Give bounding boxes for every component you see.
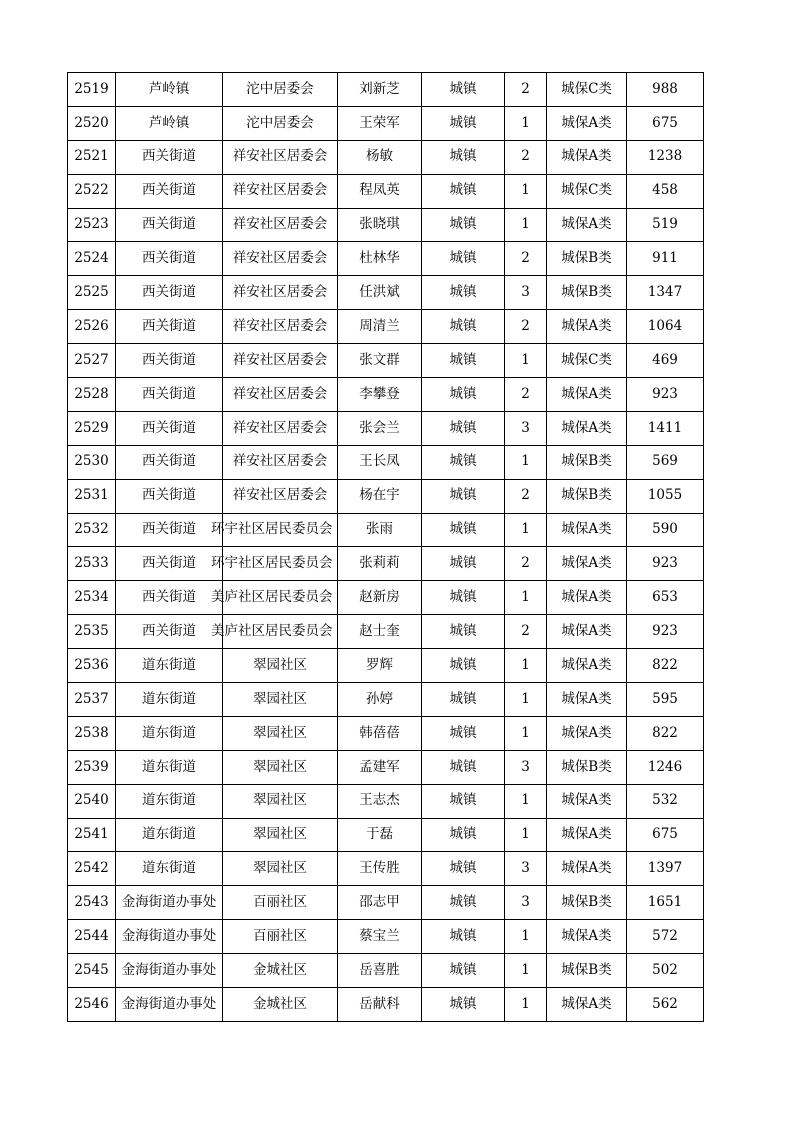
- community-label: 祥安社区居委会: [232, 182, 328, 199]
- community-cell: [223, 479, 338, 513]
- area-type-cell: 城镇: [422, 818, 505, 852]
- row-number-cell: 2536: [68, 649, 116, 683]
- category-cell: 城保A类: [547, 852, 627, 886]
- category-cell: 城保A类: [547, 513, 627, 547]
- community-label: 环宇社区居民委员会: [211, 521, 333, 538]
- category-cell: 城保B类: [547, 479, 627, 513]
- category-cell: 城保A类: [547, 411, 627, 445]
- row-number-cell: 2522: [68, 174, 116, 208]
- household-size-cell: 1: [505, 954, 547, 988]
- town-cell: 道东街道: [116, 750, 223, 784]
- town-cell: 西关街道: [116, 344, 223, 378]
- name-cell: 赵士奎: [338, 615, 422, 649]
- community-cell: [223, 378, 338, 412]
- household-size-cell: 1: [505, 344, 547, 378]
- community-cell: [223, 445, 338, 479]
- household-size-cell: 3: [505, 411, 547, 445]
- town-cell: 道东街道: [116, 716, 223, 750]
- row-number-cell: 2546: [68, 988, 116, 1022]
- category-cell: 城保B类: [547, 750, 627, 784]
- name-cell: 王志杰: [338, 784, 422, 818]
- row-number-cell: 2521: [68, 140, 116, 174]
- category-cell: 城保A类: [547, 208, 627, 242]
- table-row: [68, 106, 704, 140]
- table-row: [68, 954, 704, 988]
- community-cell: [223, 886, 338, 920]
- area-type-cell: 城镇: [422, 683, 505, 717]
- name-cell: 王传胜: [338, 852, 422, 886]
- table-row: [68, 513, 704, 547]
- community-label: 祥安社区居委会: [232, 351, 328, 368]
- area-type-cell: 城镇: [422, 513, 505, 547]
- town-cell: 西关街道: [116, 615, 223, 649]
- household-size-cell: 2: [505, 140, 547, 174]
- community-label: 百丽社区: [253, 927, 307, 944]
- town-cell: 西关街道: [116, 208, 223, 242]
- area-type-cell: 城镇: [422, 445, 505, 479]
- amount-cell: 822: [627, 649, 704, 683]
- category-cell: 城保C类: [547, 344, 627, 378]
- household-size-cell: 1: [505, 106, 547, 140]
- community-cell: [223, 649, 338, 683]
- amount-cell: 675: [627, 106, 704, 140]
- row-number-cell: 2543: [68, 886, 116, 920]
- name-cell: 杜林华: [338, 242, 422, 276]
- community-cell: [211, 513, 338, 547]
- category-cell: 城保B类: [547, 242, 627, 276]
- category-cell: 城保A类: [547, 140, 627, 174]
- household-size-cell: 1: [505, 445, 547, 479]
- community-cell: [223, 784, 338, 818]
- table-row: [68, 716, 704, 750]
- community-cell: [223, 954, 338, 988]
- town-cell: 西关街道: [116, 479, 223, 513]
- name-cell: 程凤英: [338, 174, 422, 208]
- table-row: [68, 615, 704, 649]
- household-size-cell: 1: [505, 649, 547, 683]
- community-label: 祥安社区居委会: [232, 385, 328, 402]
- name-cell: 王荣军: [338, 106, 422, 140]
- town-cell: 西关街道: [116, 174, 223, 208]
- area-type-cell: 城镇: [422, 411, 505, 445]
- category-cell: 城保C类: [547, 73, 627, 107]
- area-type-cell: 城镇: [422, 920, 505, 954]
- area-type-cell: 城镇: [422, 140, 505, 174]
- area-type-cell: 城镇: [422, 852, 505, 886]
- name-cell: 杨敏: [338, 140, 422, 174]
- area-type-cell: 城镇: [422, 547, 505, 581]
- table-row: [68, 649, 704, 683]
- table-row: [68, 445, 704, 479]
- household-size-cell: 1: [505, 716, 547, 750]
- household-size-cell: 2: [505, 547, 547, 581]
- row-number-cell: 2524: [68, 242, 116, 276]
- community-cell: [223, 310, 338, 344]
- amount-cell: 988: [627, 73, 704, 107]
- row-number-cell: 2523: [68, 208, 116, 242]
- community-cell: [223, 411, 338, 445]
- area-type-cell: 城镇: [422, 886, 505, 920]
- category-cell: 城保A类: [547, 649, 627, 683]
- amount-cell: 923: [627, 547, 704, 581]
- name-cell: 岳献科: [338, 988, 422, 1022]
- amount-cell: 569: [627, 445, 704, 479]
- community-cell: [223, 242, 338, 276]
- row-number-cell: 2541: [68, 818, 116, 852]
- area-type-cell: 城镇: [422, 988, 505, 1022]
- town-cell: 西关街道: [116, 140, 223, 174]
- amount-cell: 458: [627, 174, 704, 208]
- table-row: [68, 988, 704, 1022]
- household-size-cell: 2: [505, 479, 547, 513]
- table-row: [68, 276, 704, 310]
- town-cell: 芦岭镇: [116, 73, 223, 107]
- community-label: 祥安社区居委会: [232, 250, 328, 267]
- name-cell: 任洪斌: [338, 276, 422, 310]
- town-cell: 金海街道办事处: [116, 920, 223, 954]
- table-row: [68, 750, 704, 784]
- amount-cell: 923: [627, 378, 704, 412]
- household-size-cell: 1: [505, 920, 547, 954]
- roster-table: [67, 72, 704, 1022]
- area-type-cell: 城镇: [422, 174, 505, 208]
- category-cell: 城保A类: [547, 784, 627, 818]
- community-cell: [211, 615, 338, 649]
- town-cell: 道东街道: [116, 649, 223, 683]
- category-cell: 城保B类: [547, 276, 627, 310]
- town-cell: 西关街道: [116, 242, 223, 276]
- table-row: [68, 208, 704, 242]
- category-cell: 城保A类: [547, 818, 627, 852]
- amount-cell: 1246: [627, 750, 704, 784]
- household-size-cell: 1: [505, 784, 547, 818]
- amount-cell: 519: [627, 208, 704, 242]
- community-label: 沱中居委会: [246, 114, 314, 131]
- amount-cell: 562: [627, 988, 704, 1022]
- table-row: [68, 581, 704, 615]
- community-cell: [223, 140, 338, 174]
- name-cell: 张文群: [338, 344, 422, 378]
- community-label: 翠园社区: [253, 656, 307, 673]
- community-label: 翠园社区: [253, 826, 307, 843]
- town-cell: 道东街道: [116, 784, 223, 818]
- community-label: 祥安社区居委会: [232, 216, 328, 233]
- row-number-cell: 2538: [68, 716, 116, 750]
- town-cell: 西关街道: [116, 445, 223, 479]
- row-number-cell: 2531: [68, 479, 116, 513]
- table-row: [68, 73, 704, 107]
- category-cell: 城保A类: [547, 547, 627, 581]
- community-cell: [223, 208, 338, 242]
- community-label: 祥安社区居委会: [232, 148, 328, 165]
- area-type-cell: 城镇: [422, 208, 505, 242]
- table-row: [68, 920, 704, 954]
- household-size-cell: 1: [505, 174, 547, 208]
- amount-cell: 572: [627, 920, 704, 954]
- row-number-cell: 2519: [68, 73, 116, 107]
- row-number-cell: 2529: [68, 411, 116, 445]
- amount-cell: 1347: [627, 276, 704, 310]
- community-label: 翠园社区: [253, 724, 307, 741]
- area-type-cell: 城镇: [422, 479, 505, 513]
- row-number-cell: 2540: [68, 784, 116, 818]
- community-label: 金城社区: [253, 961, 307, 978]
- household-size-cell: 2: [505, 242, 547, 276]
- name-cell: 邵志甲: [338, 886, 422, 920]
- area-type-cell: 城镇: [422, 73, 505, 107]
- name-cell: 杨在宇: [338, 479, 422, 513]
- amount-cell: 1397: [627, 852, 704, 886]
- row-number-cell: 2534: [68, 581, 116, 615]
- table-row: [68, 479, 704, 513]
- name-cell: 岳喜胜: [338, 954, 422, 988]
- row-number-cell: 2537: [68, 683, 116, 717]
- area-type-cell: 城镇: [422, 106, 505, 140]
- area-type-cell: 城镇: [422, 784, 505, 818]
- town-cell: 金海街道办事处: [116, 886, 223, 920]
- amount-cell: 911: [627, 242, 704, 276]
- town-cell: 西关街道: [116, 547, 223, 581]
- household-size-cell: 1: [505, 513, 547, 547]
- community-cell: [223, 106, 338, 140]
- household-size-cell: 2: [505, 615, 547, 649]
- table-row: [68, 886, 704, 920]
- category-cell: 城保A类: [547, 106, 627, 140]
- name-cell: 罗辉: [338, 649, 422, 683]
- community-label: 祥安社区居委会: [232, 419, 328, 436]
- town-cell: 道东街道: [116, 818, 223, 852]
- area-type-cell: 城镇: [422, 242, 505, 276]
- area-type-cell: 城镇: [422, 276, 505, 310]
- area-type-cell: 城镇: [422, 310, 505, 344]
- amount-cell: 1064: [627, 310, 704, 344]
- amount-cell: 595: [627, 683, 704, 717]
- row-number-cell: 2526: [68, 310, 116, 344]
- amount-cell: 1238: [627, 140, 704, 174]
- area-type-cell: 城镇: [422, 954, 505, 988]
- category-cell: 城保A类: [547, 581, 627, 615]
- community-cell: [223, 818, 338, 852]
- household-size-cell: 2: [505, 378, 547, 412]
- amount-cell: 822: [627, 716, 704, 750]
- town-cell: 西关街道: [116, 378, 223, 412]
- name-cell: 孙婷: [338, 683, 422, 717]
- town-cell: 金海街道办事处: [116, 954, 223, 988]
- row-number-cell: 2530: [68, 445, 116, 479]
- area-type-cell: 城镇: [422, 615, 505, 649]
- table-row: [68, 378, 704, 412]
- household-size-cell: 1: [505, 988, 547, 1022]
- community-cell: [223, 276, 338, 310]
- community-label: 翠园社区: [253, 758, 307, 775]
- community-label: 美庐社区居民委员会: [211, 589, 333, 606]
- name-cell: 李攀登: [338, 378, 422, 412]
- row-number-cell: 2528: [68, 378, 116, 412]
- community-label: 祥安社区居委会: [232, 284, 328, 301]
- community-cell: [223, 716, 338, 750]
- row-number-cell: 2520: [68, 106, 116, 140]
- amount-cell: 1651: [627, 886, 704, 920]
- amount-cell: 675: [627, 818, 704, 852]
- area-type-cell: 城镇: [422, 378, 505, 412]
- category-cell: 城保B类: [547, 886, 627, 920]
- community-cell: [223, 344, 338, 378]
- name-cell: 张莉莉: [338, 547, 422, 581]
- table-row: [68, 852, 704, 886]
- town-cell: 道东街道: [116, 852, 223, 886]
- row-number-cell: 2533: [68, 547, 116, 581]
- category-cell: 城保A类: [547, 920, 627, 954]
- town-cell: 芦岭镇: [116, 106, 223, 140]
- table-row: [68, 310, 704, 344]
- table-row: [68, 174, 704, 208]
- town-cell: 金海街道办事处: [116, 988, 223, 1022]
- household-size-cell: 3: [505, 276, 547, 310]
- amount-cell: 653: [627, 581, 704, 615]
- name-cell: 刘新芝: [338, 73, 422, 107]
- name-cell: 孟建军: [338, 750, 422, 784]
- table-row: [68, 784, 704, 818]
- community-cell: [223, 73, 338, 107]
- table-row: [68, 683, 704, 717]
- area-type-cell: 城镇: [422, 750, 505, 784]
- name-cell: 赵新房: [338, 581, 422, 615]
- category-cell: 城保B类: [547, 954, 627, 988]
- household-size-cell: 1: [505, 683, 547, 717]
- community-cell: [211, 547, 338, 581]
- town-cell: 道东街道: [116, 683, 223, 717]
- amount-cell: 1411: [627, 411, 704, 445]
- community-label: 祥安社区居委会: [232, 453, 328, 470]
- household-size-cell: 3: [505, 750, 547, 784]
- name-cell: 韩蓓蓓: [338, 716, 422, 750]
- household-size-cell: 2: [505, 310, 547, 344]
- category-cell: 城保A类: [547, 615, 627, 649]
- amount-cell: 923: [627, 615, 704, 649]
- community-label: 沱中居委会: [246, 80, 314, 97]
- category-cell: 城保A类: [547, 310, 627, 344]
- household-size-cell: 1: [505, 208, 547, 242]
- table-row: [68, 547, 704, 581]
- household-size-cell: 2: [505, 73, 547, 107]
- area-type-cell: 城镇: [422, 649, 505, 683]
- name-cell: 张会兰: [338, 411, 422, 445]
- community-cell: [223, 750, 338, 784]
- community-label: 翠园社区: [253, 860, 307, 877]
- household-size-cell: 3: [505, 852, 547, 886]
- community-cell: [223, 920, 338, 954]
- community-cell: [223, 988, 338, 1022]
- category-cell: 城保A类: [547, 988, 627, 1022]
- area-type-cell: 城镇: [422, 344, 505, 378]
- amount-cell: 532: [627, 784, 704, 818]
- category-cell: 城保C类: [547, 174, 627, 208]
- row-number-cell: 2525: [68, 276, 116, 310]
- row-number-cell: 2544: [68, 920, 116, 954]
- table-row: [68, 818, 704, 852]
- community-label: 金城社区: [253, 995, 307, 1012]
- name-cell: 周清兰: [338, 310, 422, 344]
- amount-cell: 469: [627, 344, 704, 378]
- table-row: [68, 242, 704, 276]
- community-cell: [223, 174, 338, 208]
- row-number-cell: 2535: [68, 615, 116, 649]
- table-row: [68, 411, 704, 445]
- community-label: 祥安社区居委会: [232, 317, 328, 334]
- row-number-cell: 2545: [68, 954, 116, 988]
- amount-cell: 1055: [627, 479, 704, 513]
- row-number-cell: 2542: [68, 852, 116, 886]
- category-cell: 城保A类: [547, 378, 627, 412]
- area-type-cell: 城镇: [422, 581, 505, 615]
- town-cell: 西关街道: [116, 513, 223, 547]
- name-cell: 蔡宝兰: [338, 920, 422, 954]
- category-cell: 城保B类: [547, 445, 627, 479]
- table-row: [68, 140, 704, 174]
- row-number-cell: 2539: [68, 750, 116, 784]
- name-cell: 张雨: [338, 513, 422, 547]
- amount-cell: 590: [627, 513, 704, 547]
- category-cell: 城保A类: [547, 683, 627, 717]
- community-label: 翠园社区: [253, 792, 307, 809]
- town-cell: 西关街道: [116, 276, 223, 310]
- area-type-cell: 城镇: [422, 716, 505, 750]
- community-label: 环宇社区居民委员会: [211, 555, 333, 572]
- amount-cell: 502: [627, 954, 704, 988]
- row-number-cell: 2532: [68, 513, 116, 547]
- household-size-cell: 1: [505, 581, 547, 615]
- town-cell: 西关街道: [116, 411, 223, 445]
- town-cell: 西关街道: [116, 310, 223, 344]
- category-cell: 城保A类: [547, 716, 627, 750]
- community-label: 翠园社区: [253, 690, 307, 707]
- name-cell: 王长凤: [338, 445, 422, 479]
- name-cell: 张晓琪: [338, 208, 422, 242]
- community-label: 美庐社区居民委员会: [211, 622, 333, 639]
- town-cell: 西关街道: [116, 581, 223, 615]
- community-label: 祥安社区居委会: [232, 487, 328, 504]
- household-size-cell: 1: [505, 818, 547, 852]
- community-cell: [223, 683, 338, 717]
- community-label: 百丽社区: [253, 894, 307, 911]
- table-row: [68, 344, 704, 378]
- community-cell: [223, 852, 338, 886]
- community-cell: [211, 581, 338, 615]
- roster-table-body: [68, 73, 704, 1022]
- household-size-cell: 3: [505, 886, 547, 920]
- name-cell: 于磊: [338, 818, 422, 852]
- row-number-cell: 2527: [68, 344, 116, 378]
